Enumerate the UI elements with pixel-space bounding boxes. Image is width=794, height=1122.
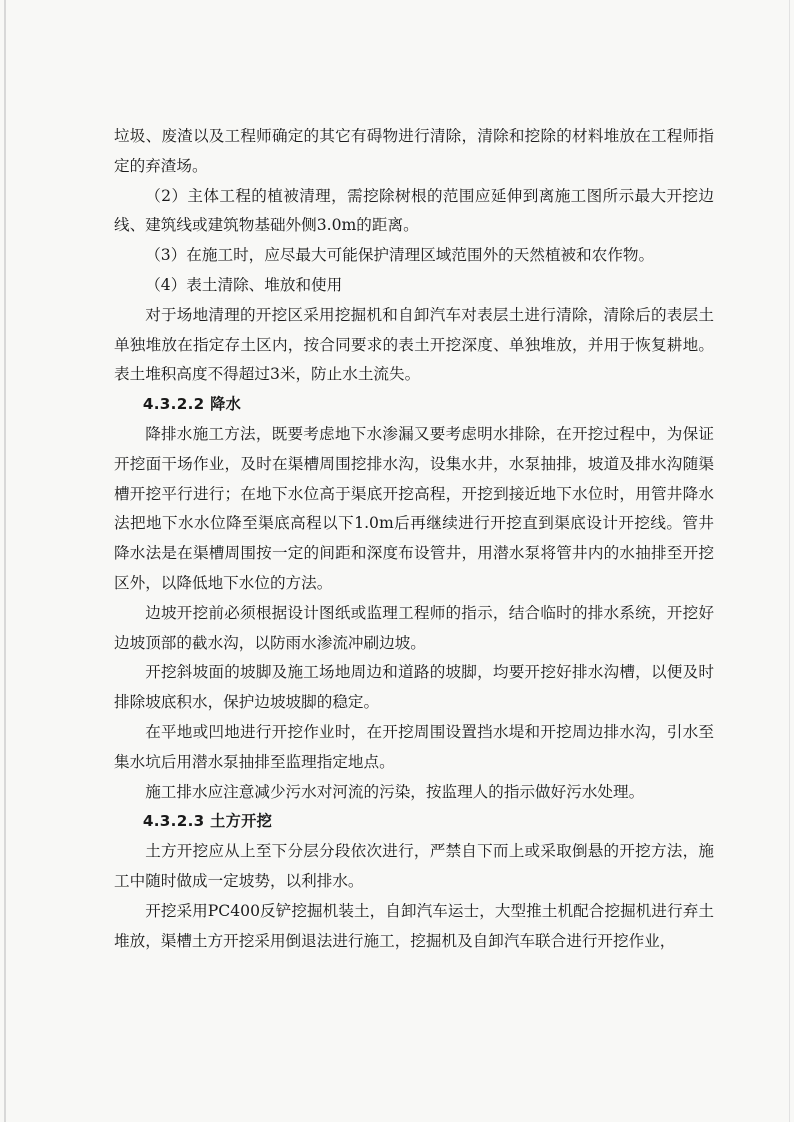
paragraph-excavation-order: 土方开挖应从上至下分层分段依次进行，严禁自下而上或采取倒悬的开挖方法，施工中随时做成一定坡势，以利排水。 — [114, 842, 714, 890]
scan-edge-right — [789, 0, 790, 1122]
paragraph-vegetation-clearing: （2）主体工程的植被清理，需挖除树根的范围应延伸到离施工图所示最大开挖边线、建筑线或建筑物基础外侧3.0m的距离。 — [114, 186, 714, 235]
paragraph-excavation-equipment: 开挖采用PC400反铲挖掘机装土，自卸汽车运士，大型推土机配合挖掘机进行弃土堆放，渠槽土方开挖采用倒退法进行施工，挖掘机及自卸汽车联合进行开挖作业， — [114, 901, 714, 950]
paragraph-topsoil-title: （4）表土清除、堆放和使用 — [145, 275, 343, 294]
scan-edge-left — [4, 0, 6, 1122]
paragraph-sewage: 施工排水应注意减少污水对河流的污染，按监理人的指示做好污水处理。 — [145, 782, 645, 801]
section-heading-earthwork: 4.3.2.3 土方开挖 — [142, 812, 273, 831]
paragraph-slope-drain: 边坡开挖前必须根据设计图纸或监理工程师的指示，结合临时的排水系统，开挖好边坡顶部的截水沟，以防雨水渗流冲刷边坡。 — [114, 603, 714, 652]
document-body — [114, 122, 714, 956]
paragraph-slope-toe: 开挖斜坡面的坡脚及施工场地周边和道路的坡脚，均要开挖好排水沟槽，以便及时排除坡底积水，保护边坡坡脚的稳定。 — [114, 663, 714, 712]
paragraph-topsoil-clearing: 对于场地清理的开挖区采用挖掘机和自卸汽车对表层土进行清除，清除后的表层土单独堆放在指定存土区内，按合同要求的表土开挖深度、单独堆放，并用于恢复耕地。表土堆积高度不得超过3米，防止水土流失。 — [114, 305, 714, 384]
paragraph-continued: 垃圾、废渣以及工程师确定的其它有碍物进行清除，清除和挖除的材料堆放在工程师指定的弃渣场。 — [114, 127, 714, 175]
paragraph-flat-ground: 在平地或凹地进行开挖作业时，在开挖周围设置挡水堤和开挖周边排水沟，引水至集水坑后用潜水泵抽排至监理指定地点。 — [114, 722, 714, 771]
paragraph-dewatering-method: 降排水施工方法，既要考虑地下水渗漏又要考虑明水排除，在开挖过程中，为保证开挖面干场作业，及时在渠槽周围挖排水沟，设集水井，水泵抽排，坡道及排水沟随渠槽开挖平行进行；在地下水位高于渠底开挖高程，开挖到接近地下水位时，用管井降水法把地下水水位降至渠底高程以下1.0m后再继续进行开挖直到渠底设计开挖线。管井降水法是在渠槽周围按一定的间距和深度布设管井，用潜水泵将管井内的水抽排至开挖区外，以降低地下水位的方法。 — [114, 424, 714, 592]
paragraph-protect-vegetation: （3）在施工时，应尽最大可能保护清理区域范围外的天然植被和农作物。 — [145, 246, 655, 265]
section-heading-dewatering: 4.3.2.2 降水 — [142, 395, 242, 414]
